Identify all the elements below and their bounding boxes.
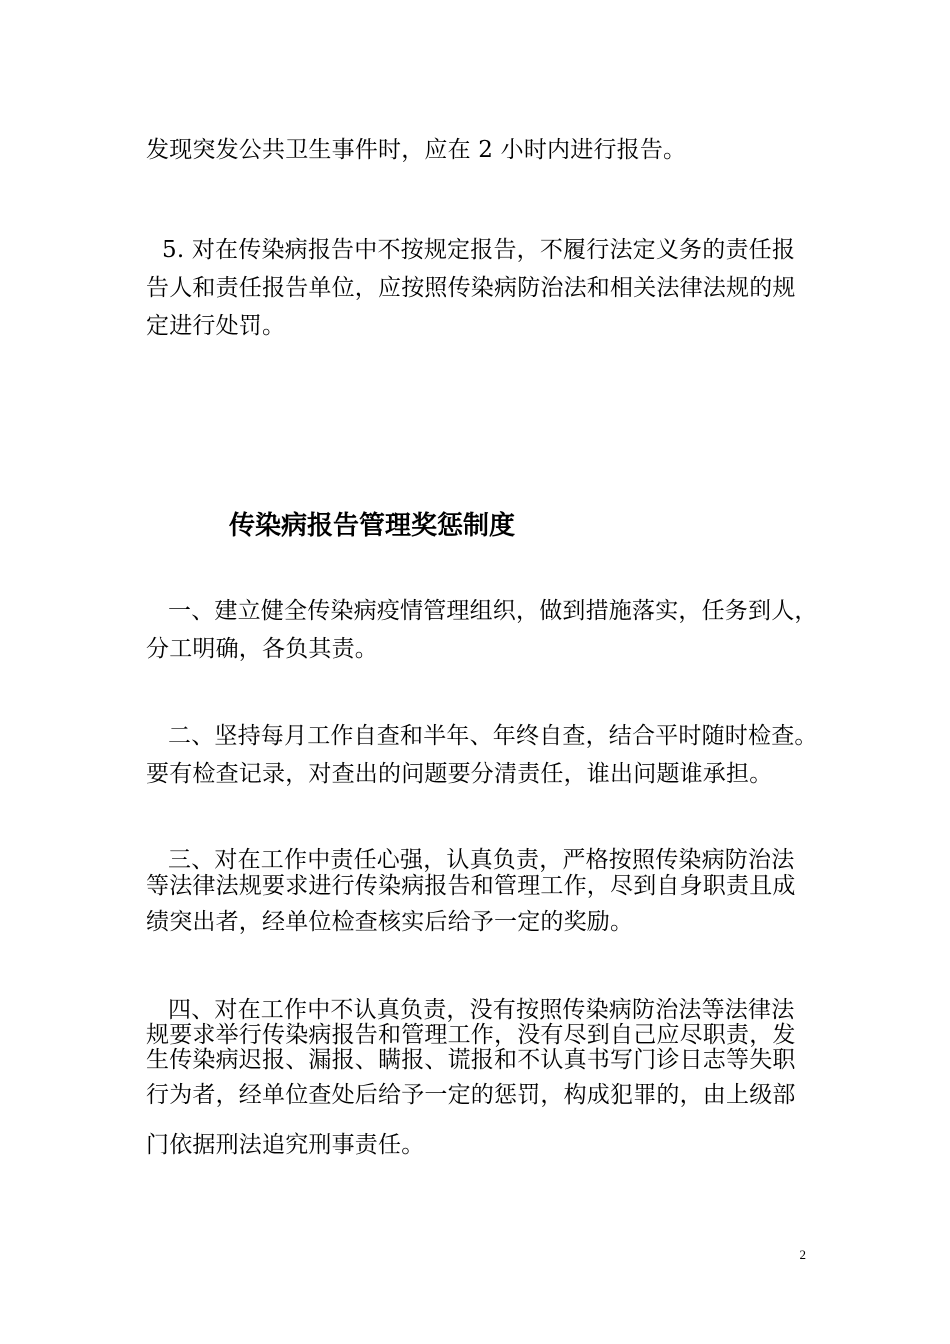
paragraph-line: 生传染病迟报、漏报、瞒报、谎报和不认真书写门诊日志等失职 xyxy=(146,1047,796,1073)
paragraph-line: 三、对在工作中责任心强，认真负责，严格按照传染病防治法 xyxy=(168,847,795,873)
paragraph-line: 要有检查记录，对查出的问题要分清责任，谁出问题谁承担。 xyxy=(146,761,773,787)
paragraph-line: 一、建立健全传染病疫情管理组织，做到措施落实，任务到人， xyxy=(168,598,818,624)
paragraph-line: 5. 对在传染病报告中不按规定报告，不履行法定义务的责任报 xyxy=(162,237,796,263)
paragraph-line: 等法律法规要求进行传染病报告和管理工作，尽到自身职责且成 xyxy=(146,873,796,899)
paragraph-line: 门依据刑法追究刑事责任。 xyxy=(146,1132,425,1158)
paragraph-line: 四、对在工作中不认真负责，没有按照传染病防治法等法律法 xyxy=(168,997,795,1023)
paragraph-line: 告人和责任报告单位，应按照传染病防治法和相关法律法规的规 xyxy=(146,275,796,301)
continuation-line: 发现突发公共卫生事件时，应在 2 小时内进行报告。 xyxy=(146,137,687,163)
paragraph-line: 行为者，经单位查处后给予一定的惩罚，构成犯罪的，由上级部 xyxy=(146,1082,796,1108)
paragraph-line: 定进行处罚。 xyxy=(146,313,286,339)
paragraph-line: 规要求举行传染病报告和管理工作，没有尽到自己应尽职责，发 xyxy=(146,1022,796,1048)
paragraph-line: 二、坚持每月工作自查和半年、年终自查，结合平时随时检查。 xyxy=(168,723,818,749)
paragraph-line: 分工明确，各负其责。 xyxy=(146,636,378,662)
section-title: 传染病报告管理奖惩制度 xyxy=(229,511,516,541)
page-number: 2 xyxy=(799,1247,806,1262)
paragraph-line: 绩突出者，经单位检查核实后给予一定的奖励。 xyxy=(146,909,634,935)
